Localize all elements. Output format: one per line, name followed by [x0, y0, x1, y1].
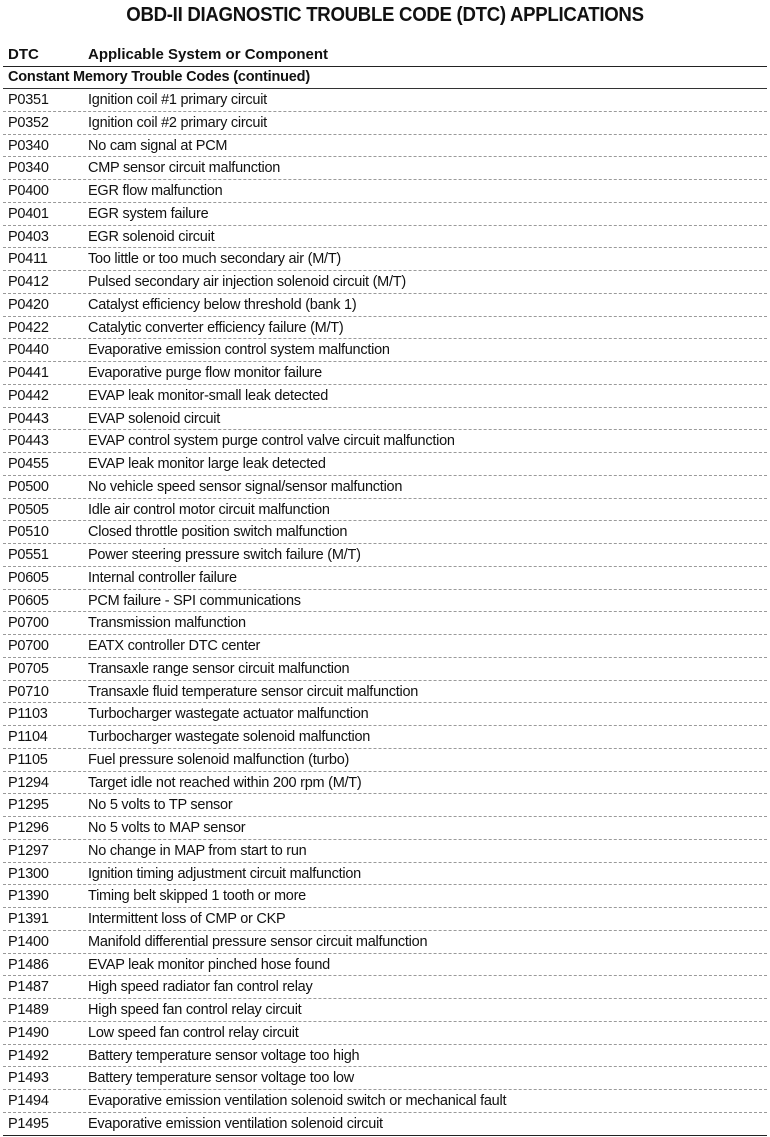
- table-row: [3, 203, 767, 226]
- table-row: [3, 885, 767, 908]
- table-row: [3, 317, 767, 340]
- dtc-code: P0340: [8, 160, 49, 177]
- table-row: [3, 590, 767, 613]
- table-row: [3, 499, 767, 522]
- table-row: [3, 339, 767, 362]
- dtc-description: No 5 volts to TP sensor: [88, 797, 233, 814]
- dtc-description: Pulsed secondary air injection solenoid circuit (M/T): [88, 274, 406, 290]
- table-row: [3, 681, 767, 704]
- dtc-code: P1489: [8, 1002, 49, 1018]
- dtc-description: EVAP control system purge control valve circuit malfunction: [88, 433, 455, 450]
- dtc-description: Battery temperature sensor voltage too low: [88, 1070, 354, 1087]
- dtc-code: P0403: [8, 228, 49, 245]
- dtc-code: P0505: [8, 501, 49, 518]
- dtc-code: P0500: [8, 478, 49, 495]
- dtc-description: Ignition timing adjustment circuit malfunction: [88, 865, 361, 882]
- dtc-description: Target idle not reached within 200 rpm (M/T): [88, 774, 362, 791]
- table-row: [3, 1090, 767, 1113]
- dtc-description: Too little or too much secondary air (M/T): [88, 251, 342, 268]
- dtc-code: P1390: [8, 888, 49, 905]
- table-row: [3, 521, 767, 544]
- dtc-code: P1295: [8, 797, 49, 814]
- dtc-description: EATX controller DTC center: [88, 638, 261, 654]
- dtc-description: EVAP leak monitor large leak detected: [88, 456, 326, 472]
- dtc-description: EVAP solenoid circuit: [88, 410, 221, 427]
- dtc-description: Transaxle range sensor circuit malfunction: [88, 660, 350, 677]
- dtc-code: P0352: [8, 114, 49, 131]
- table-row: [3, 271, 767, 294]
- dtc-description: Evaporative purge flow monitor failure: [88, 365, 322, 381]
- dtc-description: Transaxle fluid temperature sensor circuit malfunction: [88, 683, 419, 700]
- table-row: [3, 863, 767, 886]
- dtc-code: P1105: [8, 751, 48, 768]
- table-row: [3, 385, 767, 408]
- dtc-description: No cam signal at PCM: [88, 137, 228, 154]
- dtc-code: P0551: [8, 547, 49, 563]
- table-row: [3, 1113, 767, 1136]
- dtc-description: PCM failure - SPI communications: [88, 592, 301, 609]
- page-title: OBD-II DIAGNOSTIC TROUBLE CODE (DTC) APPLICATIONS: [126, 4, 644, 26]
- dtc-table: [3, 66, 767, 1136]
- dtc-description: Timing belt skipped 1 tooth or more: [88, 888, 306, 905]
- dtc-code: P1492: [8, 1047, 49, 1064]
- table-row: [3, 954, 767, 977]
- dtc-description: Ignition coil #2 primary circuit: [88, 114, 267, 131]
- table-row: [3, 749, 767, 772]
- table-row: [3, 294, 767, 317]
- table-row: [3, 772, 767, 795]
- table-row: [3, 612, 767, 635]
- table-row: [3, 180, 767, 203]
- dtc-code: P1297: [8, 842, 49, 859]
- table-row: [3, 931, 767, 954]
- dtc-description: Turbocharger wastegate actuator malfunction: [88, 706, 369, 723]
- dtc-description: Evaporative emission ventilation solenoid switch or mechanical fault: [88, 1093, 507, 1109]
- table-row: [3, 476, 767, 499]
- dtc-description: Fuel pressure solenoid malfunction (turbo): [88, 751, 350, 768]
- dtc-description: No change in MAP from start to run: [88, 842, 307, 859]
- table-row: [3, 1022, 767, 1045]
- dtc-code: P0700: [8, 638, 49, 654]
- table-row: [3, 430, 767, 453]
- dtc-description: CMP sensor circuit malfunction: [88, 160, 281, 177]
- table-row: [3, 658, 767, 681]
- dtc-description: High speed fan control relay circuit: [88, 1002, 302, 1018]
- dtc-code: P1294: [8, 774, 49, 791]
- dtc-description: Ignition coil #1 primary circuit: [88, 92, 267, 108]
- dtc-description: Low speed fan control relay circuit: [88, 1024, 299, 1041]
- table-row: [3, 999, 767, 1022]
- dtc-description: Intermittent loss of CMP or CKP: [88, 911, 286, 927]
- dtc-code: P1296: [8, 820, 49, 836]
- table-row: [3, 1067, 767, 1090]
- dtc-description: Power steering pressure switch failure (M/T): [88, 547, 361, 563]
- dtc-description: No vehicle speed sensor signal/sensor malfunction: [88, 478, 403, 495]
- column-header-system: Applicable System or Component: [88, 46, 329, 63]
- table-row: [3, 453, 767, 476]
- dtc-code: P0412: [8, 274, 49, 290]
- dtc-description: Catalyst efficiency below threshold (bank 1): [88, 296, 357, 313]
- table-row: [3, 908, 767, 931]
- table-row: [3, 408, 767, 431]
- dtc-description: Closed throttle position switch malfunction: [88, 524, 348, 541]
- dtc-description: Manifold differential pressure sensor circuit malfunction: [88, 933, 428, 950]
- dtc-code: P0510: [8, 524, 49, 541]
- dtc-code: P0710: [8, 683, 49, 700]
- dtc-code: P1104: [8, 729, 48, 745]
- dtc-description: EGR flow malfunction: [88, 183, 223, 199]
- table-row: [3, 157, 767, 180]
- table-row: [3, 544, 767, 567]
- dtc-code: P0440: [8, 342, 49, 359]
- dtc-description: Internal controller failure: [88, 569, 237, 586]
- dtc-description: Catalytic converter efficiency failure (M/T): [88, 319, 344, 336]
- table-row: [3, 135, 767, 158]
- dtc-code: P0455: [8, 456, 49, 472]
- table-row: [3, 976, 767, 999]
- dtc-description: Transmission malfunction: [88, 615, 246, 632]
- dtc-code: P0420: [8, 296, 49, 313]
- dtc-description: High speed radiator fan control relay: [88, 979, 313, 996]
- dtc-code: P1400: [8, 933, 49, 950]
- table-row: [3, 840, 767, 863]
- table-row: [3, 635, 767, 658]
- dtc-code: P0351: [8, 92, 49, 108]
- dtc-description: Turbocharger wastegate solenoid malfunction: [88, 729, 371, 745]
- table-row: [3, 726, 767, 749]
- dtc-code: P0400: [8, 183, 49, 199]
- dtc-description: Idle air control motor circuit malfunction: [88, 501, 330, 518]
- dtc-code: P1300: [8, 865, 49, 882]
- dtc-description: EGR system failure: [88, 205, 209, 222]
- dtc-code: P0340: [8, 137, 49, 154]
- table-row: [3, 1045, 767, 1068]
- table-row: [3, 248, 767, 271]
- dtc-description: EGR solenoid circuit: [88, 228, 215, 245]
- section-heading: Constant Memory Trouble Codes (continued): [3, 67, 767, 89]
- dtc-code: P0411: [8, 251, 48, 268]
- dtc-code: P1490: [8, 1024, 49, 1041]
- dtc-code: P0422: [8, 319, 49, 336]
- dtc-code: P1103: [8, 706, 48, 723]
- table-row: [3, 226, 767, 249]
- dtc-code: P0443: [8, 410, 49, 427]
- dtc-code: P1493: [8, 1070, 49, 1087]
- dtc-description: Evaporative emission control system malfunction: [88, 342, 390, 359]
- dtc-description: EVAP leak monitor pinched hose found: [88, 956, 330, 973]
- dtc-description: EVAP leak monitor-small leak detected: [88, 387, 329, 404]
- dtc-code: P0705: [8, 660, 49, 677]
- dtc-code: P0441: [8, 365, 49, 381]
- table-row: [3, 362, 767, 385]
- dtc-code: P0401: [8, 205, 49, 222]
- table-row: [3, 794, 767, 817]
- table-row: [3, 567, 767, 590]
- table-row: [3, 817, 767, 840]
- dtc-code: P0605: [8, 569, 49, 586]
- table-row: [3, 703, 767, 726]
- dtc-code: P0700: [8, 615, 49, 632]
- table-row: [3, 112, 767, 135]
- dtc-code: P1495: [8, 1115, 49, 1132]
- dtc-code: P1494: [8, 1093, 49, 1109]
- dtc-code: P0442: [8, 387, 49, 404]
- dtc-code: P1487: [8, 979, 49, 996]
- dtc-code: P1486: [8, 956, 49, 973]
- dtc-description: No 5 volts to MAP sensor: [88, 820, 246, 836]
- dtc-code: P1391: [8, 911, 49, 927]
- dtc-description: Evaporative emission ventilation solenoid circuit: [88, 1115, 383, 1132]
- column-header-dtc: DTC: [8, 46, 39, 63]
- table-row: [3, 89, 767, 112]
- dtc-code: P0605: [8, 592, 49, 609]
- column-header-row: [0, 44, 770, 66]
- dtc-code: P0443: [8, 433, 49, 450]
- dtc-description: Battery temperature sensor voltage too high: [88, 1047, 360, 1064]
